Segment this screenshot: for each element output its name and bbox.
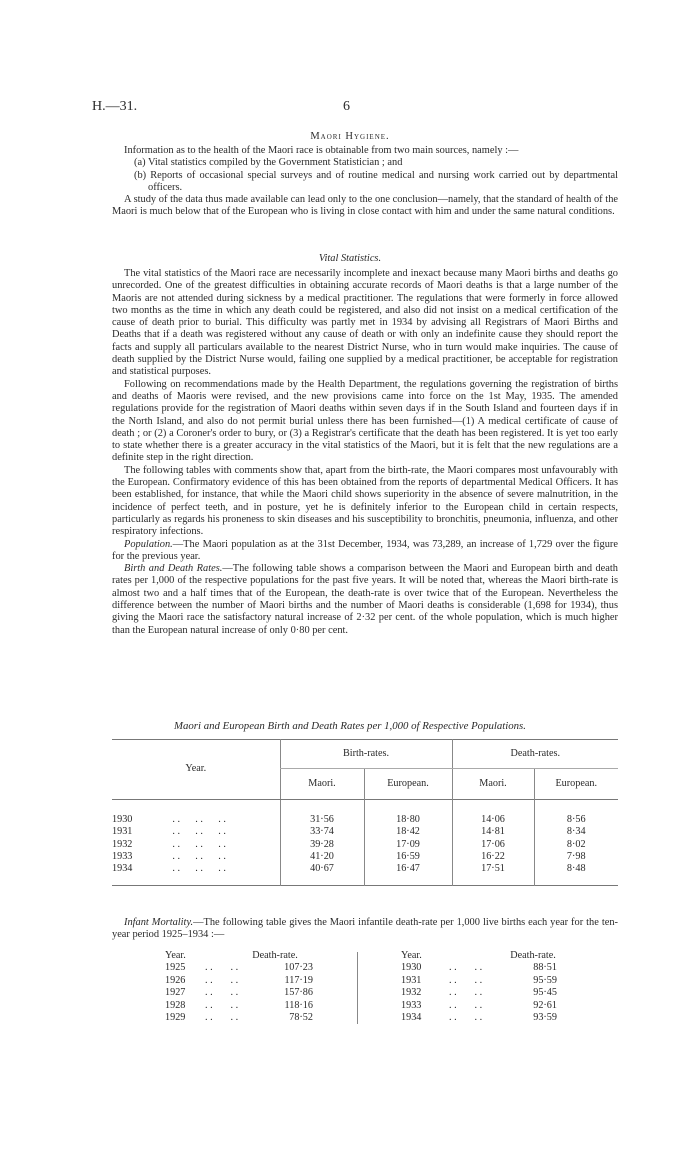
table-row <box>112 863 618 875</box>
page-number: 6 <box>343 99 350 114</box>
birth-maori-header: Maori. <box>280 769 364 800</box>
section-title: Maori Hygiene. <box>310 131 390 142</box>
death-maori-cell: 17·06 <box>452 839 534 851</box>
infant-mortality-text: —The following table gives the Maori infantile death-rate per 1,000 live births each year for the ten-year period 1925–1934 :— <box>112 917 618 941</box>
source-list <box>112 157 618 194</box>
death-maori-cell: 14·81 <box>452 826 534 838</box>
birth-european-cell: 17·09 <box>364 839 452 851</box>
population-paragraph <box>112 539 618 564</box>
birth-death-label: Birth and Death Rates. <box>124 563 223 575</box>
infant-mortality-label: Infant Mortality. <box>124 917 194 928</box>
leader-dots: . . . . . . <box>172 826 226 838</box>
row-year: 1932 <box>112 838 133 850</box>
death-rate-header: Death-rate. <box>510 950 556 961</box>
population-label: Population. <box>124 538 173 550</box>
source-item-b: (b) Reports of occasional special surveys and of routine medical and nursing work carried out by departmental officers. <box>134 169 618 193</box>
vital-paragraph-2: Following on recommendations made by the Health Department, the regulations governing the registration of births and deaths of Maoris were revised, and the new provisions came into force on the 1st May, 1935. The amended regulations provide for the registration of Maori deaths within seven days if in the South Island and fourteen days if in the North Island, and also do not permit burial unless there has been furnished—(1) A medical certificate of cause of death ; or (2) a Coroner's order to bury, or (3) a Registrar's certificate that the death has been registered. It is yet too early to state whether there is a greater accuracy in the vital statistics of the Maori, but it is felt that the new regulations are a definite step in the right direction. <box>112 378 618 464</box>
birth-maori-cell: 33·74 <box>280 826 364 838</box>
rates-table-caption: Maori and European Birth and Death Rates per 1,000 of Respective Populations. <box>174 720 526 732</box>
row-year: 1933 <box>112 850 133 862</box>
population-text: —The Maori population as at the 31st December, 1934, was 73,289, an increase of 1,729 over the figure for the previous year. <box>112 538 618 562</box>
death-maori-header: Maori. <box>452 769 534 800</box>
vital-statistics-block <box>112 268 618 637</box>
death-european-header: European. <box>534 769 618 800</box>
source-item-a: (a) Vital statistics compiled by the Government Statistician ; and <box>134 157 403 169</box>
row-year: 1934 <box>112 863 133 875</box>
document-code: H.—31. <box>92 99 138 114</box>
birth-european-cell: 18·42 <box>364 826 452 838</box>
row-year: 1930 <box>112 814 133 825</box>
death-european-cell: 7·98 <box>534 851 618 863</box>
birth-maori-cell: 41·20 <box>280 851 364 863</box>
list-item: 1931 . . . . 95·59 <box>401 974 557 986</box>
table-row <box>112 851 618 863</box>
year-header: Year. <box>401 950 422 961</box>
birth-european-cell: 16·47 <box>364 863 452 875</box>
list-item: 1932 . . . . 95·45 <box>401 987 557 999</box>
rates-table <box>112 739 618 886</box>
birth-maori-cell: 39·28 <box>280 839 364 851</box>
birth-european-header: European. <box>364 769 452 800</box>
list-item: 1930 . . . . 88·51 <box>401 962 557 974</box>
list-item: 1927 . . . . 157·86 <box>165 987 313 999</box>
list-item: 1928 . . . . 118·16 <box>165 999 313 1011</box>
conclusion-paragraph: A study of the data thus made available can lead only to the one conclusion—namely, that the standard of health of the Maori is much below that of the European who is living in close contact with him and under the same natural conditions. <box>112 194 618 218</box>
death-maori-cell: 17·51 <box>452 863 534 875</box>
list-item: 1933 . . . . 92·61 <box>401 999 557 1011</box>
birth-death-text: —The following table shows a comparison between the Maori and European birth and death rates per 1,000 of the respective populations for the past five years. It will be noted that, whereas the Maori birth-rate is almost two and a half times that of the European, the death-rate is over twice that of the European. Nevertheless the difference between the number of Maori births and the number of Maori deaths is considerable (1,698 for 1934), thus giving the Maori race the satisfactory natural increase of 2·32 per cent. of the whole population, which is much higher than the European natural increase of only 0·80 per cent. <box>112 563 618 636</box>
birth-european-cell: 18·80 <box>364 814 452 826</box>
table-row <box>112 826 618 838</box>
leader-dots: . . . . . . <box>172 863 226 875</box>
birth-european-cell: 16·59 <box>364 851 452 863</box>
death-maori-cell: 14·06 <box>452 814 534 826</box>
year-header: Year. <box>165 950 186 961</box>
infant-right-column <box>401 950 601 1024</box>
birth-death-paragraph <box>112 563 618 637</box>
leader-dots: . . . . . . <box>172 814 226 825</box>
infant-left-column <box>165 950 365 1024</box>
death-rates-header: Death-rates. <box>452 740 618 769</box>
table-row <box>112 814 618 826</box>
year-column-header: Year. <box>112 740 280 800</box>
death-maori-cell: 16·22 <box>452 851 534 863</box>
list-item: 1925 . . . . 107·23 <box>165 962 313 974</box>
list-item: 1926 . . . . 117·19 <box>165 974 313 986</box>
vital-paragraph-1: The vital statistics of the Maori race are necessarily incomplete and inexact because many Maori births and deaths go unrecorded. One of the greatest difficulties in obtaining accurate records of Maori deaths is that a large number of the Maoris are not attended during sickness by a medical practitioner. The regulations that were formerly in force allowed two months as the time in which any death could be registered, and also did not insist on a medical certification of the cause of death prior to burial. This difficulty was partly met in 1934 by advising all Registrars of Maori Births and Deaths that if a death was registered without any cause of death or with only an indefinite cause they should report the facts and supply all particulars available to the nearest District Nurse, who in turn would make inquiries. The cause of death supplied by the District Nurse would, failing one supplied by a medical practitioner, be acceptable for registration and statistical purposes. <box>112 268 618 378</box>
birth-rates-header: Birth-rates. <box>280 740 452 769</box>
birth-maori-cell: 40·67 <box>280 863 364 875</box>
vital-paragraph-3: The following tables with comments show that, apart from the birth-rate, the Maori compares most unfavourably with the European. Confirmatory evidence of this has been obtained from the reports of departmental Medical Officers. It has been established, for instance, that while the Maori child shows superiority in the absence of severe malnutrition, in the incidence of perfect teeth, and in posture, yet he is definitely inferior to the European child in certain respects, particularly as regards his proneness to skin diseases and his susceptibility to bronchitis, pneumonia, influenza, and other respiratory infections. <box>112 464 618 538</box>
death-european-cell: 8·02 <box>534 839 618 851</box>
intro-paragraph: Information as to the health of the Maori race is obtainable from two main sources, namely :— <box>124 145 519 156</box>
list-item: 1934 . . . . 93·59 <box>401 1011 557 1023</box>
death-rate-header: Death-rate. <box>252 950 298 961</box>
death-european-cell: 8·56 <box>534 814 618 826</box>
leader-dots: . . . . . . <box>172 838 226 850</box>
table-row <box>112 839 618 851</box>
infant-mortality-paragraph <box>112 917 618 942</box>
death-european-cell: 8·34 <box>534 826 618 838</box>
column-divider <box>357 952 358 1024</box>
death-european-cell: 8·48 <box>534 863 618 875</box>
row-year: 1931 <box>112 826 133 838</box>
leader-dots: . . . . . . <box>172 850 226 862</box>
birth-maori-cell: 31·56 <box>280 814 364 826</box>
intro-block <box>112 145 618 219</box>
vital-statistics-heading: Vital Statistics. <box>318 253 382 264</box>
list-item: 1929 . . . . 78·52 <box>165 1011 313 1023</box>
